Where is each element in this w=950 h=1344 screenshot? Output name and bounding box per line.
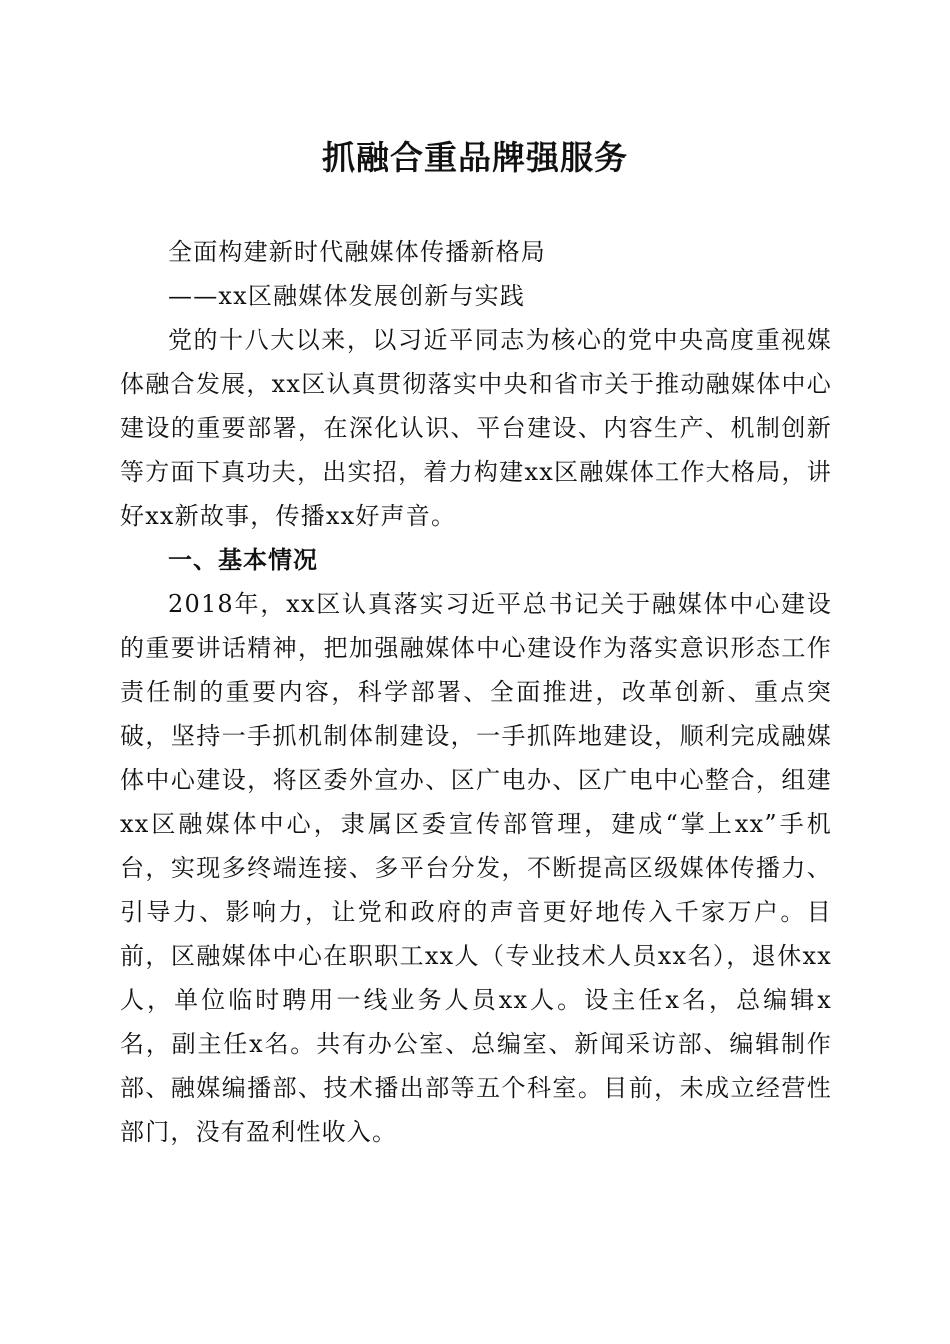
section-heading-basic-situation: 一、基本情况 bbox=[168, 546, 318, 574]
document-body bbox=[120, 230, 832, 1154]
paragraph-basic-situation: 2018年，xx区认真落实习近平总书记关于融媒体中心建设的重要讲话精神，把加强融媒体中心建设作为落实意识形态工作责任制的重要内容，科学部署、全面推进，改革创新、重点突破，坚持一手抓机制体制建设，一手抓阵地建设，顺利完成融媒体中心建设，将区委外宣办、区广电办、区广电中心整合，组建xx区融媒体中心，隶属区委宣传部管理，建成“掌上xx”手机台，实现多终端连接、多平台分发，不断提高区级媒体传播力、引导力、影响力，让党和政府的声音更好地传入千家万户。目前，区融媒体中心在职职工xx人（专业技术人员xx名），退休xx人，单位临时聘用一线业务人员xx人。设主任x名，总编辑x名，副主任x名。共有办公室、总编室、新闻采访部、编辑制作部、融媒编播部、技术播出部等五个科室。目前，未成立经营性部门，没有盈利性收入。 bbox=[120, 590, 832, 1146]
document-title: 抓融合重品牌强服务 bbox=[322, 138, 628, 177]
paragraph-intro: 党的十八大以来，以习近平同志为核心的党中央高度重视媒体融合发展，xx区认真贯彻落实中央和省市关于推动融媒体中心建设的重要部署，在深化认识、平台建设、内容生产、机制创新等方面下真功夫，出实招，着力构建xx区融媒体工作大格局，讲好xx新故事，传播xx好声音。 bbox=[120, 326, 832, 530]
subtitle-line-2: ——xx区融媒体发展创新与实践 bbox=[168, 282, 526, 310]
subtitle-line-1: 全面构建新时代融媒体传播新格局 bbox=[168, 238, 546, 266]
